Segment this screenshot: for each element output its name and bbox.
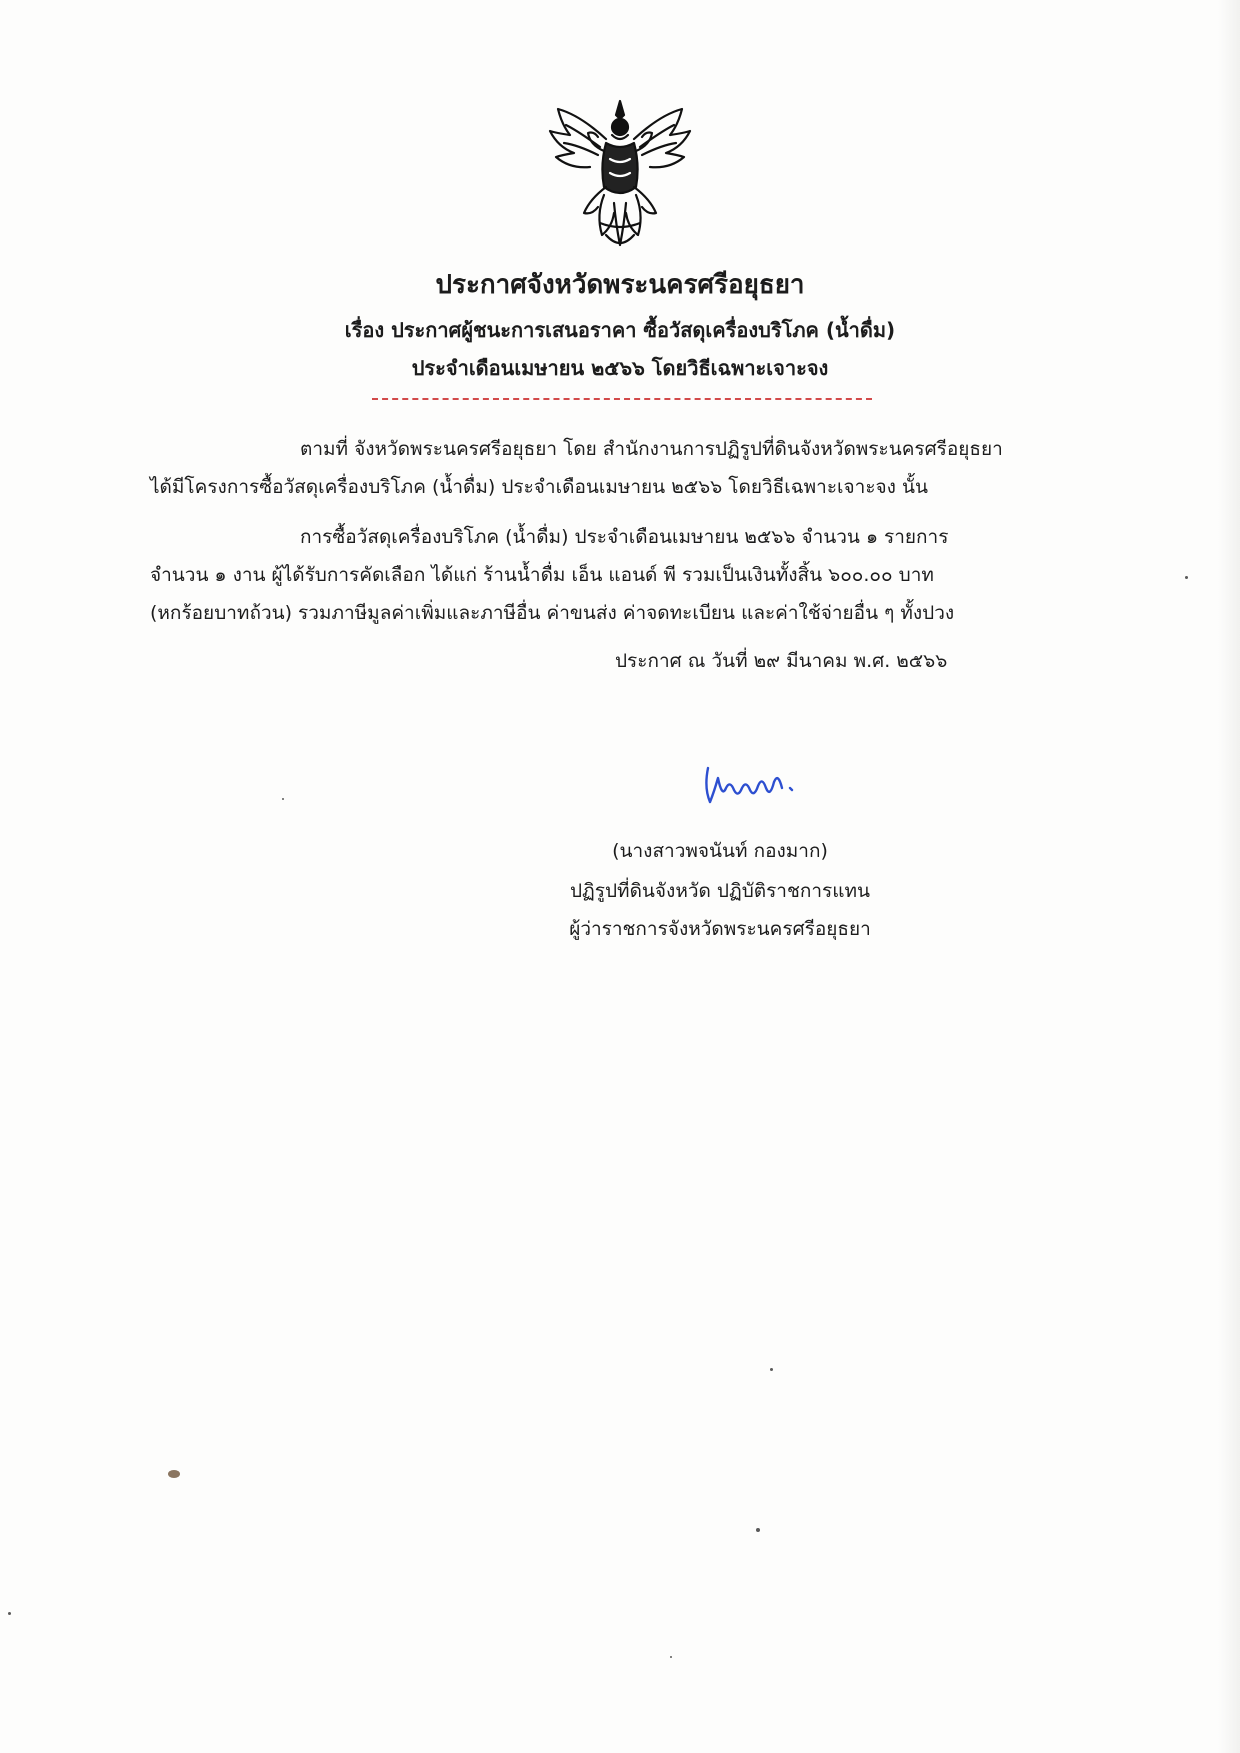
document-title: ประกาศจังหวัดพระนครศรีอยุธยา [435,270,805,300]
scan-speck [756,1528,760,1532]
heading-divider [372,398,872,400]
paragraph-1-line-2: ได้มีโครงการซื้อวัสดุเครื่องบริโภค (น้ำดื่ม) ประจำเดือนเมษายน ๒๕๖๖ โดยวิธีเฉพาะเจาะจง นั้น [150,476,928,498]
document-subtitle: ประจำเดือนเมษายน ๒๕๖๖ โดยวิธีเฉพาะเจาะจง [411,356,829,380]
signatory-name: (นางสาวพจนันท์ กองมาก) [612,840,828,862]
document-subject: เรื่อง ประกาศผู้ชนะการเสนอราคา ซื้อวัสดุเครื่องบริโภค (น้ำดื่ม) [344,318,896,342]
signatory-position-1: ปฏิรูปที่ดินจังหวัด ปฏิบัติราชการแทน [569,880,871,902]
scan-speck [8,1612,11,1615]
handwritten-signature [700,758,810,814]
paragraph-2-line-2: จำนวน ๑ งาน ผู้ได้รับการคัดเลือก ได้แก่ ร้านน้ำดื่ม เอ็น แอนด์ พี รวมเป็นเงินทั้งสิ้น ๖๐๐.๐๐ บาท [150,564,934,586]
scan-speck [670,1656,672,1658]
paragraph-1-line-1: ตามที่ จังหวัดพระนครศรีอยุธยา โดย สำนักงานการปฏิรูปที่ดินจังหวัดพระนครศรีอยุธยา [300,438,1003,460]
scan-speck [282,798,284,800]
paragraph-2-line-1: การซื้อวัสดุเครื่องบริโภค (น้ำดื่ม) ประจำเดือนเมษายน ๒๕๖๖ จำนวน ๑ รายการ [300,526,949,548]
scan-speck [1185,576,1188,579]
scan-speck [168,1470,180,1478]
scan-edge [1218,0,1240,1753]
signatory-position-2: ผู้ว่าราชการจังหวัดพระนครศรีอยุธยา [569,918,871,940]
scan-speck [770,1368,773,1371]
paragraph-2-line-3: (หกร้อยบาทถ้วน) รวมภาษีมูลค่าเพิ่มและภาษีอื่น ค่าขนส่ง ค่าจดทะเบียน และค่าใช้จ่ายอื่น ๆ ทั้งปวง [150,602,955,624]
garuda-emblem-icon [540,95,700,255]
announcement-date: ประกาศ ณ วันที่ ๒๙ มีนาคม พ.ศ. ๒๕๖๖ [615,650,948,672]
